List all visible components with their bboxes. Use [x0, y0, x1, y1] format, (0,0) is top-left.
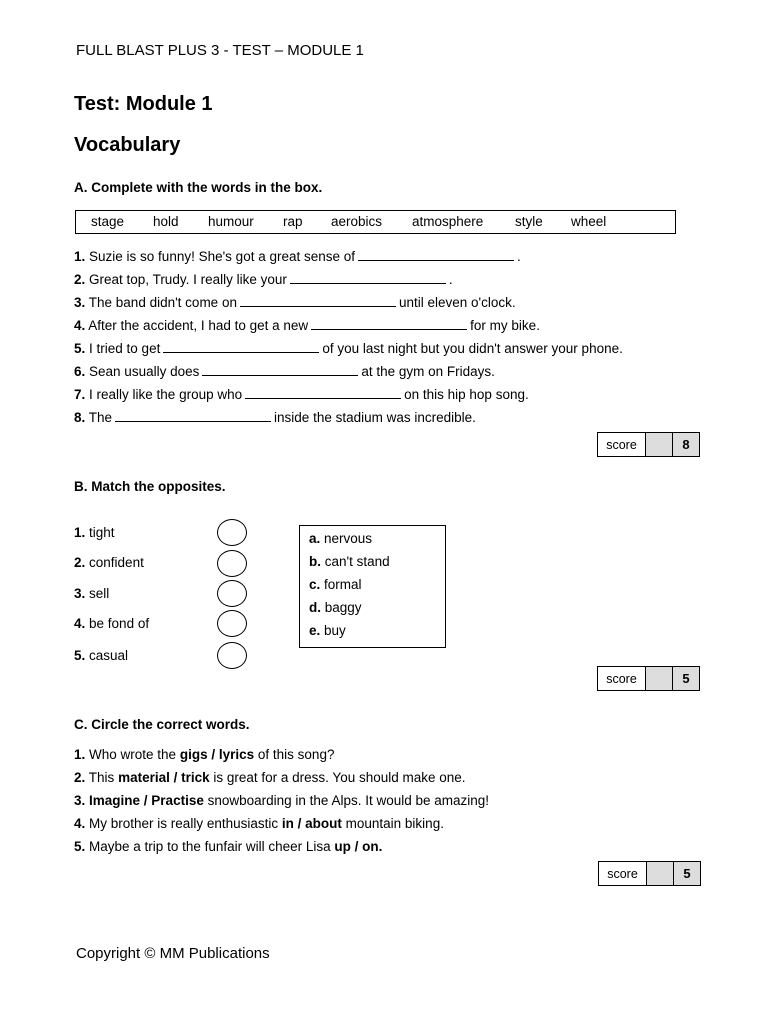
question-text-after: for my bike.	[470, 318, 540, 333]
word-box-word: rap	[283, 214, 303, 229]
word-box-word: humour	[208, 214, 254, 229]
question-text: I really like the group who	[89, 387, 243, 402]
score-total: 8	[673, 433, 699, 456]
question-text-after: is great for a dress. You should make one.	[213, 770, 466, 785]
item-number: 2.	[74, 555, 86, 570]
match-item-4	[74, 616, 149, 631]
option-b	[309, 554, 390, 569]
question-text-after: inside the stadium was incredible.	[274, 410, 476, 425]
question-number: 3.	[74, 793, 86, 808]
question-a3	[74, 294, 516, 310]
question-a7	[74, 386, 529, 402]
question-number: 3.	[74, 295, 86, 310]
part-c-instruction: C. Circle the correct words.	[74, 717, 250, 732]
part-b-instruction: B. Match the opposites.	[74, 479, 226, 494]
question-number: 1.	[74, 249, 86, 264]
item-number: 5.	[74, 648, 86, 663]
question-text: My brother is really enthusiastic	[89, 816, 279, 831]
question-number: 4.	[74, 816, 86, 831]
question-c4	[74, 816, 444, 831]
question-number: 2.	[74, 272, 86, 287]
option-text: can't stand	[324, 554, 390, 569]
question-text-after: .	[448, 272, 453, 287]
question-a6	[74, 363, 495, 379]
question-text: I tried to get	[89, 341, 161, 356]
question-c5	[74, 839, 382, 854]
score-label: score	[598, 433, 646, 456]
word-choice[interactable]: in / about	[281, 816, 342, 831]
score-input[interactable]	[646, 667, 673, 690]
match-item-1	[74, 525, 115, 540]
match-item-5	[74, 648, 128, 663]
word-box-word: atmosphere	[412, 214, 484, 229]
word-box-word: stage	[91, 214, 125, 229]
match-item-3	[74, 586, 109, 601]
question-text: Maybe a trip to the funfair will cheer Lisa	[89, 839, 331, 854]
word-choice[interactable]: gigs / lyrics	[179, 747, 255, 762]
question-number: 5.	[74, 341, 86, 356]
question-text-after: on this hip hop song.	[404, 387, 529, 402]
answer-oval-1[interactable]	[217, 519, 247, 546]
question-a1	[74, 248, 521, 264]
option-letter: e.	[309, 623, 321, 638]
page-title: Test: Module 1	[74, 93, 213, 115]
question-text: The	[88, 410, 113, 425]
option-letter: a.	[309, 531, 321, 546]
option-c	[309, 577, 362, 592]
question-number: 1.	[74, 747, 86, 762]
item-text: confident	[89, 555, 144, 570]
option-letter: c.	[309, 577, 321, 592]
word-choice[interactable]: up / on.	[334, 839, 383, 854]
match-item-2	[74, 555, 144, 570]
question-c1	[74, 747, 334, 762]
question-number: 5.	[74, 839, 86, 854]
word-box-word: hold	[153, 214, 179, 229]
question-c3	[74, 793, 489, 808]
document-header: FULL BLAST PLUS 3 - TEST – MODULE 1	[76, 42, 364, 59]
copyright-footer: Copyright © MM Publications	[76, 945, 270, 962]
question-text-after: .	[517, 249, 521, 264]
option-letter: b.	[309, 554, 321, 569]
option-e	[309, 623, 346, 638]
question-text: After the accident, I had to get a new	[88, 318, 309, 333]
item-number: 3.	[74, 586, 86, 601]
question-text: The band didn't come on	[88, 295, 237, 310]
question-a5	[74, 340, 623, 356]
score-box-b	[597, 666, 700, 691]
answer-blank[interactable]	[245, 386, 401, 399]
question-number: 4.	[74, 318, 86, 333]
question-text-after: at the gym on Fridays.	[361, 364, 495, 379]
answer-blank[interactable]	[240, 294, 396, 307]
option-text: formal	[324, 577, 362, 592]
option-a	[309, 531, 372, 546]
item-text: tight	[89, 525, 115, 540]
question-text-after: mountain biking.	[345, 816, 444, 831]
question-text: Sean usually does	[89, 364, 200, 379]
word-box-word: wheel	[571, 214, 607, 229]
item-text: casual	[89, 648, 129, 663]
question-text-after: of this song?	[257, 747, 335, 762]
answer-blank[interactable]	[202, 363, 358, 376]
question-number: 6.	[74, 364, 86, 379]
item-number: 1.	[74, 525, 86, 540]
options-box	[299, 525, 446, 648]
answer-blank[interactable]	[290, 271, 446, 284]
word-choice[interactable]: Imagine / Practise	[89, 793, 204, 808]
word-box-word: style	[515, 214, 543, 229]
question-number: 8.	[74, 410, 86, 425]
score-label: score	[598, 667, 646, 690]
score-label: score	[599, 862, 647, 885]
question-text: This	[88, 770, 115, 785]
answer-oval-3[interactable]	[217, 580, 247, 607]
question-text-after: of you last night but you didn't answer your phone.	[322, 341, 623, 356]
word-box	[75, 210, 676, 234]
part-a-instruction: A. Complete with the words in the box.	[74, 180, 323, 195]
item-text: be fond of	[89, 616, 150, 631]
score-total: 5	[673, 667, 699, 690]
question-number: 2.	[74, 770, 86, 785]
answer-blank[interactable]	[311, 317, 467, 330]
question-c2	[74, 770, 466, 785]
option-d	[309, 600, 362, 615]
question-text-after: until eleven o'clock.	[398, 295, 516, 310]
word-box-word: aerobics	[331, 214, 383, 229]
item-text: sell	[89, 586, 110, 601]
question-number: 7.	[74, 387, 86, 402]
score-box-a	[597, 432, 700, 457]
answer-blank[interactable]	[163, 340, 319, 353]
section-title: Vocabulary	[74, 134, 181, 156]
answer-blank[interactable]	[115, 409, 271, 422]
score-total: 5	[674, 862, 700, 885]
question-a8	[74, 409, 476, 425]
option-text: nervous	[324, 531, 373, 546]
question-text-after: snowboarding in the Alps. It would be amazing!	[207, 793, 490, 808]
option-letter: d.	[309, 600, 321, 615]
item-number: 4.	[74, 616, 86, 631]
option-text: buy	[324, 623, 346, 638]
score-input[interactable]	[646, 433, 673, 456]
question-text: Who wrote the	[89, 747, 177, 762]
answer-blank[interactable]	[358, 248, 514, 261]
question-a2	[74, 271, 453, 287]
answer-oval-2[interactable]	[217, 550, 247, 577]
word-choice[interactable]: material / trick	[118, 770, 210, 785]
answer-oval-5[interactable]	[217, 642, 247, 669]
score-box-c	[598, 861, 701, 886]
answer-oval-4[interactable]	[217, 610, 247, 637]
question-text: Suzie is so funny! She's got a great sense of	[89, 249, 356, 264]
question-text: Great top, Trudy. I really like your	[89, 272, 287, 287]
question-a4	[74, 317, 540, 333]
option-text: baggy	[324, 600, 362, 615]
score-input[interactable]	[647, 862, 674, 885]
